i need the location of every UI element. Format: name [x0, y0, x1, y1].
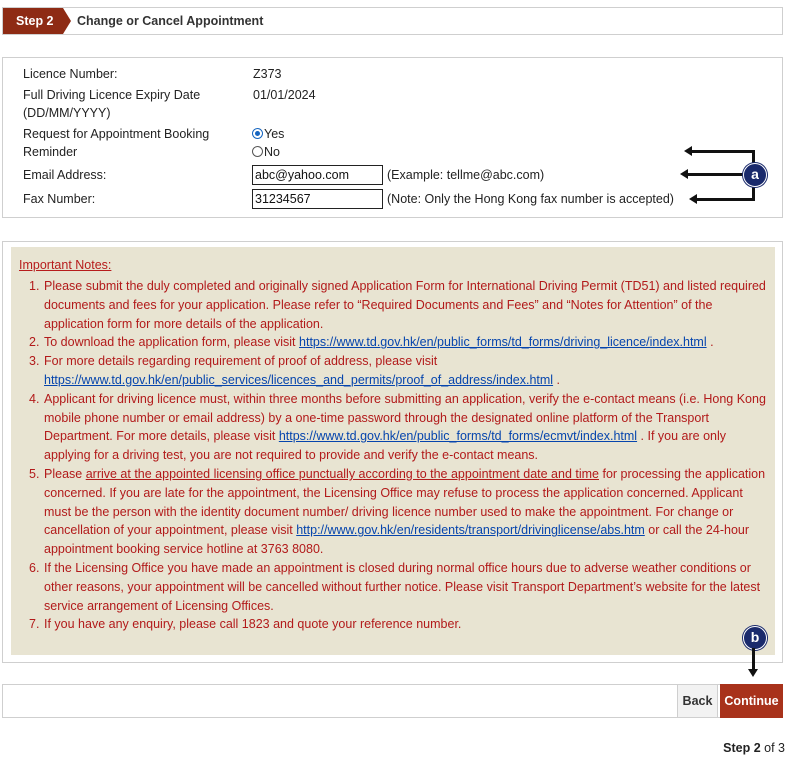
note-emphasis: arrive at the appointed licensing office punctually according to the appointment date and time — [85, 466, 599, 481]
step-counter-current: Step 2 — [723, 741, 761, 755]
reminder-label-line2: Reminder — [23, 145, 78, 159]
note-number: 2. — [29, 335, 40, 350]
expiry-date-label-line1: Full Driving Licence Expiry Date — [23, 88, 201, 102]
arrow-line-reminder — [692, 150, 752, 153]
note-number: 5. — [29, 466, 40, 481]
reminder-no-label: No — [264, 145, 280, 159]
note-number: 4. — [29, 391, 40, 406]
reminder-label — [23, 125, 209, 161]
proof-of-address-link[interactable]: https://www.td.gov.hk/en/public_services/licences_and_permits/proof_of_address/index.html — [44, 372, 554, 387]
step-tag-arrow-icon — [63, 8, 71, 34]
note-number: 1. — [29, 279, 40, 293]
licence-number-value: Z373 — [253, 67, 282, 81]
step-tag: Step 2 — [3, 8, 63, 34]
step-header — [2, 7, 783, 35]
step-counter-total: of 3 — [760, 741, 785, 755]
note-text: To download the application form, please visit — [44, 335, 300, 350]
badge-a-icon: a — [743, 163, 767, 187]
note-item — [19, 333, 771, 352]
note-text: For more details regarding requirement of proof of address, please visit — [44, 354, 438, 369]
note-text: Applicant for driving licence must, within three months before submitting an application, verify the e-contact means (i.e. Hong Kong mobile phone number or email address) by a one-time password through the designated online platform of the Transport Department. For more details, please visit — [44, 391, 766, 444]
reminder-no-radio[interactable] — [252, 146, 263, 157]
reminder-yes-label: Yes — [264, 127, 285, 141]
note-text: for processing the application concerned. If you are late for the appointment, the Licensing Office may refuse to process the application concerned. Applicant must be the person with the identity document number/ driving licence number used to make the appointment. For change or cancellation of your appointment, please visit — [44, 466, 766, 538]
ecmvt-link[interactable]: https://www.td.gov.hk/en/public_forms/td_forms/ecmvt/index.html — [278, 429, 638, 444]
application-form-link[interactable]: https://www.td.gov.hk/en/public_forms/td_forms/driving_licence/index.html — [299, 335, 707, 350]
arrow-line-continue — [752, 648, 755, 670]
reminder-no-option[interactable] — [252, 143, 280, 161]
notes-list — [19, 277, 771, 634]
arrow-line-fax — [697, 198, 755, 201]
email-label: Email Address: — [23, 168, 107, 182]
note-number: 7. — [29, 617, 40, 632]
reminder-yes-option[interactable] — [252, 125, 284, 143]
fax-field[interactable] — [252, 189, 383, 209]
note-number: 3. — [29, 354, 40, 369]
badge-b-icon: b — [743, 626, 767, 650]
arrow-head-reminder-icon — [684, 146, 692, 156]
notes-title: Important Notes: — [19, 258, 112, 272]
email-field[interactable] — [252, 165, 383, 185]
arrow-head-continue-icon — [748, 669, 758, 677]
note-text: or call the 24-hour appointment booking service hotline at 3763 8080. — [44, 523, 750, 557]
note-item — [19, 465, 771, 559]
expiry-date-label-line2: (DD/MM/YYYY) — [23, 106, 111, 120]
email-note: (Example: tellme@abc.com) — [387, 168, 545, 182]
action-bar — [2, 684, 783, 718]
fax-label: Fax Number: — [23, 192, 96, 206]
note-text: If you have any enquiry, please call 1823 and quote your reference number. — [44, 617, 462, 632]
note-item — [19, 277, 771, 333]
note-text: . If you are only applying for a driving test, you are not required to provide and verify the e-contact means. — [44, 429, 727, 463]
note-number: 6. — [29, 560, 40, 575]
step-counter — [700, 741, 785, 755]
abs-booking-link[interactable]: http://www.gov.hk/en/residents/transport/drivinglicense/abs.htm — [296, 523, 645, 538]
expiry-date-value: 01/01/2024 — [253, 88, 316, 102]
note-text: . — [553, 372, 561, 387]
reminder-label-line1: Request for Appointment Booking — [23, 127, 210, 141]
continue-button[interactable]: Continue — [720, 684, 783, 718]
note-text: . — [706, 335, 714, 350]
note-item — [19, 352, 771, 390]
back-button[interactable]: Back — [677, 684, 718, 718]
arrow-head-email-icon — [680, 169, 688, 179]
arrow-head-fax-icon — [689, 194, 697, 204]
reminder-yes-radio[interactable] — [252, 128, 263, 139]
note-text: If the Licensing Office you have made an appointment is closed during normal office hours due to adverse weather conditions or other reasons, your appointment will be cancelled without further notice. Please visit Transport Department’s website for the latest service arrangement of Licensing Offices. — [44, 560, 761, 613]
note-item — [19, 615, 771, 634]
page-title: Change or Cancel Appointment — [77, 14, 264, 28]
note-item — [19, 559, 771, 615]
fax-note: (Note: Only the Hong Kong fax number is accepted) — [387, 192, 674, 206]
note-text: Please submit the duly completed and originally signed Application Form for International Driving Permit (TD51) and listed required documents and fees for your application. Please refer to “Required Documents and Fees” and “Notes for Attention” of the application form for more details of the application. — [44, 279, 766, 331]
note-item — [19, 390, 771, 465]
expiry-date-label — [23, 86, 200, 122]
note-text: Please — [44, 466, 86, 481]
licence-number-label: Licence Number: — [23, 67, 118, 81]
